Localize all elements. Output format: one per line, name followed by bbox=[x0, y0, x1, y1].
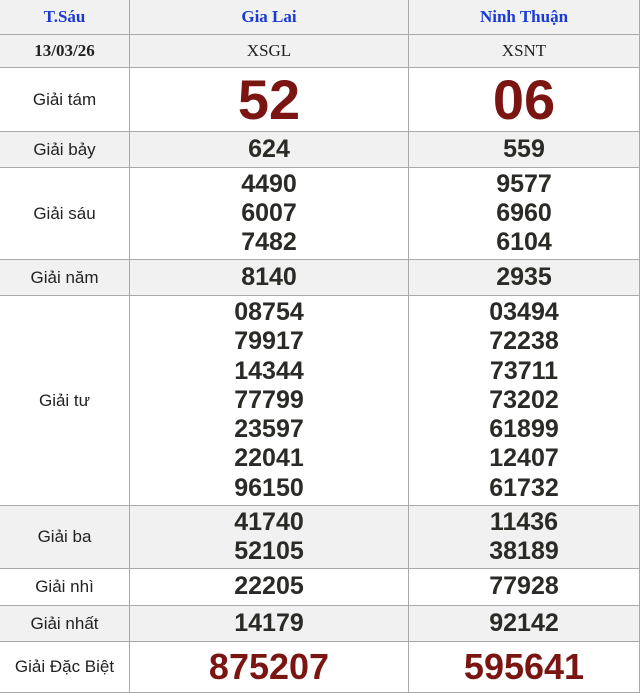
prize-number: 61899 bbox=[489, 415, 559, 444]
day-header: T.Sáu bbox=[0, 0, 130, 35]
prize-label: Giải ba bbox=[0, 506, 130, 569]
prize-cell-col2 bbox=[409, 132, 640, 168]
prize-cell-col1 bbox=[130, 260, 409, 296]
prize-label: Giải Đặc Biệt bbox=[0, 642, 130, 693]
prize-label: Giải nhì bbox=[0, 569, 130, 606]
prize-cell-col1 bbox=[130, 506, 409, 569]
prize-cell-col2 bbox=[409, 642, 640, 693]
prize-label: Giải năm bbox=[0, 260, 130, 296]
prize-cell-col1 bbox=[130, 296, 409, 506]
prize-row bbox=[0, 506, 640, 569]
prize-row bbox=[0, 168, 640, 260]
prize-number: 06 bbox=[492, 67, 556, 131]
prize-label: Giải tư bbox=[0, 296, 130, 506]
prize-number: 4490 bbox=[241, 169, 297, 198]
prize-number: 72238 bbox=[489, 327, 559, 356]
prize-number: 61732 bbox=[489, 473, 559, 502]
prize-number: 11436 bbox=[489, 507, 559, 536]
prize-row bbox=[0, 68, 640, 132]
prize-number: 08754 bbox=[234, 297, 304, 326]
prize-number: 22041 bbox=[234, 444, 304, 473]
prize-cell-col2 bbox=[409, 68, 640, 132]
prize-cell-col1 bbox=[130, 168, 409, 260]
prize-number: 12407 bbox=[489, 444, 559, 473]
prize-cell-col2 bbox=[409, 506, 640, 569]
prize-label: Giải sáu bbox=[0, 168, 130, 260]
prize-row bbox=[0, 132, 640, 168]
prize-number: 96150 bbox=[234, 473, 304, 502]
prize-number: 9577 bbox=[496, 169, 552, 198]
prize-number: 6104 bbox=[496, 228, 552, 257]
prize-number: 624 bbox=[248, 134, 290, 163]
code-gia-lai: XSGL bbox=[130, 35, 409, 68]
prize-number: 875207 bbox=[208, 646, 330, 687]
prize-cell-col2 bbox=[409, 260, 640, 296]
prize-row bbox=[0, 296, 640, 506]
prize-number: 38189 bbox=[489, 537, 559, 565]
prize-label: Giải nhất bbox=[0, 606, 130, 642]
prize-number: 77928 bbox=[489, 572, 559, 601]
header-row bbox=[0, 0, 640, 35]
prize-number: 7482 bbox=[241, 228, 297, 257]
code-ninh-thuan: XSNT bbox=[409, 35, 640, 68]
prize-row bbox=[0, 569, 640, 606]
prize-number: 73711 bbox=[489, 356, 559, 385]
prize-number: 52105 bbox=[234, 537, 304, 565]
prize-number: 8140 bbox=[241, 262, 297, 291]
prize-number: 73202 bbox=[489, 385, 559, 414]
draw-date: 13/03/26 bbox=[0, 35, 130, 68]
prize-cell-col1 bbox=[130, 68, 409, 132]
prize-row bbox=[0, 260, 640, 296]
prize-cell-col2 bbox=[409, 606, 640, 642]
prize-number: 6007 bbox=[241, 198, 297, 227]
prize-number: 52 bbox=[237, 67, 301, 131]
prize-number: 03494 bbox=[489, 297, 559, 326]
prize-number: 79917 bbox=[234, 327, 304, 356]
prize-number: 2935 bbox=[496, 262, 552, 291]
prize-cell-col2 bbox=[409, 569, 640, 606]
prize-cell-col1 bbox=[130, 606, 409, 642]
prize-number: 14344 bbox=[234, 356, 304, 385]
prize-cell-col2 bbox=[409, 296, 640, 506]
prize-number: 22205 bbox=[234, 572, 304, 601]
prize-cell-col2 bbox=[409, 168, 640, 260]
prize-number: 92142 bbox=[489, 608, 559, 637]
prize-number: 77799 bbox=[234, 385, 304, 414]
prize-row bbox=[0, 642, 640, 693]
prize-number: 595641 bbox=[463, 646, 585, 687]
prize-number: 559 bbox=[503, 134, 545, 163]
province-header-ninh-thuan[interactable]: Ninh Thuận bbox=[409, 0, 640, 35]
date-row bbox=[0, 35, 640, 68]
prize-cell-col1 bbox=[130, 569, 409, 606]
prize-row bbox=[0, 606, 640, 642]
prize-number: 6960 bbox=[496, 198, 552, 227]
prize-number: 14179 bbox=[234, 608, 304, 637]
prize-label: Giải tám bbox=[0, 68, 130, 132]
prize-cell-col1 bbox=[130, 132, 409, 168]
province-header-gia-lai[interactable]: Gia Lai bbox=[130, 0, 409, 35]
prize-cell-col1 bbox=[130, 642, 409, 693]
prize-label: Giải bảy bbox=[0, 132, 130, 168]
prize-number: 23597 bbox=[234, 415, 304, 444]
prize-number: 41740 bbox=[234, 507, 304, 536]
